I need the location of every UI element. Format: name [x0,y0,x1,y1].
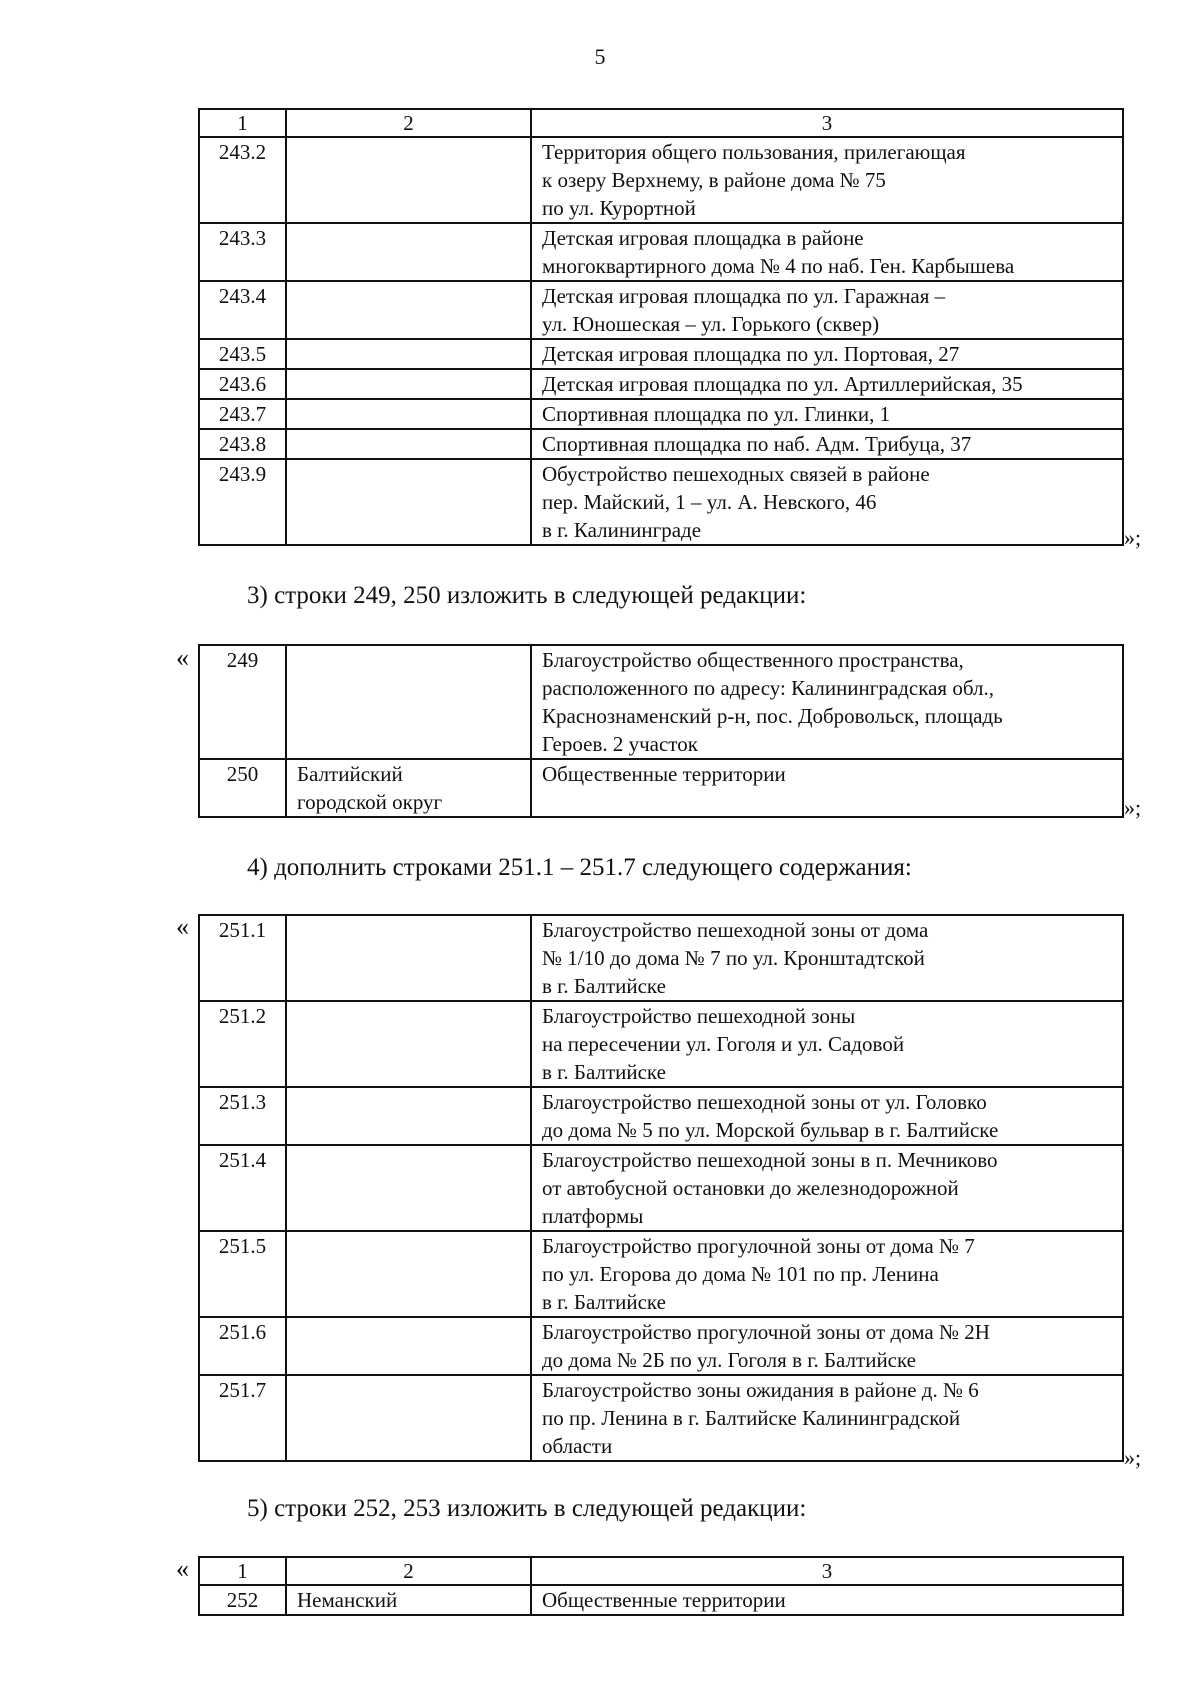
table-row [199,281,1123,339]
table-row [199,459,1123,545]
row-municipality [286,1087,531,1145]
row-number: 251.5 [199,1231,286,1317]
row-number: 243.8 [199,429,286,459]
row-description: Детская игровая площадка по ул. Портовая, 27 [531,339,1123,369]
row-municipality [286,369,531,399]
row-description: Благоустройство пешеходной зоны от дома № 1/10 до дома № 7 по ул. Кронштадтской в г. Балтийске [531,915,1123,1001]
row-number: 251.7 [199,1375,286,1461]
row-number: 251.2 [199,1001,286,1087]
row-number: 243.9 [199,459,286,545]
row-description: Благоустройство пешеходной зоны в п. Мечниково от автобусной остановки до железнодорожной платформы [531,1145,1123,1231]
row-municipality [286,1145,531,1231]
table-row [199,1317,1123,1375]
row-description: Детская игровая площадка в районе многоквартирного дома № 4 по наб. Ген. Карбышева [531,223,1123,281]
header-cell-2: 2 [286,109,531,137]
row-description: Детская игровая площадка по ул. Артиллерийская, 35 [531,369,1123,399]
row-description: Благоустройство пешеходной зоны на пересечении ул. Гоголя и ул. Садовой в г. Балтийске [531,1001,1123,1087]
row-number: 243.3 [199,223,286,281]
table-rows-249-250 [198,644,1124,818]
row-description: Общественные территории [531,759,1123,817]
section-4-heading: 4) дополнить строками 251.1 – 251.7 следующего содержания: [247,854,912,881]
table-row [199,1231,1123,1317]
closing-quote-mark: »; [1124,1445,1142,1470]
header-cell-2: 2 [286,1557,531,1585]
table-rows-252-253 [198,1556,1124,1616]
row-municipality [286,1001,531,1087]
header-cell-1: 1 [199,1557,286,1585]
row-number: 251.3 [199,1087,286,1145]
row-municipality [286,1317,531,1375]
table-row [199,137,1123,223]
row-number: 251.4 [199,1145,286,1231]
table-row [199,399,1123,429]
row-number: 250 [199,759,286,817]
row-number: 251.1 [199,915,286,1001]
header-cell-3: 3 [531,1557,1123,1585]
table-rows-243 [198,108,1124,546]
row-municipality [286,399,531,429]
row-number: 243.2 [199,137,286,223]
row-number: 243.7 [199,399,286,429]
header-cell-3: 3 [531,109,1123,137]
section-3-heading: 3) строки 249, 250 изложить в следующей редакции: [247,582,807,609]
table-row [199,1585,1123,1615]
row-municipality [286,645,531,759]
section-5-heading: 5) строки 252, 253 изложить в следующей редакции: [247,1495,807,1522]
table-row [199,1145,1123,1231]
row-description: Спортивная площадка по ул. Глинки, 1 [531,399,1123,429]
row-municipality [286,137,531,223]
row-municipality [286,223,531,281]
table-row [199,915,1123,1001]
table-row [199,1001,1123,1087]
table-row [199,429,1123,459]
row-municipality [286,429,531,459]
row-description: Территория общего пользования, прилегающая к озеру Верхнему, в районе дома № 75 по ул. Курортной [531,137,1123,223]
closing-quote-mark: »; [1124,795,1142,820]
row-number: 243.5 [199,339,286,369]
table-row [199,339,1123,369]
row-description: Благоустройство прогулочной зоны от дома № 2Н до дома № 2Б по ул. Гоголя в г. Балтийске [531,1317,1123,1375]
row-municipality [286,281,531,339]
row-description: Детская игровая площадка по ул. Гаражная – ул. Юношеская – ул. Горького (сквер) [531,281,1123,339]
page-number: 5 [594,44,606,69]
row-description: Благоустройство общественного пространства, расположенного по адресу: Калининградская обл., Краснознаменский р-н, пос. Добровольск, площадь Героев. 2 участок [531,645,1123,759]
table-rows-251 [198,914,1124,1462]
closing-quote-mark: »; [1124,525,1142,550]
row-number: 252 [199,1585,286,1615]
row-description: Благоустройство зоны ожидания в районе д. № 6 по пр. Ленина в г. Балтийске Калининградской области [531,1375,1123,1461]
table-row [199,1375,1123,1461]
row-description: Благоустройство прогулочной зоны от дома № 7 по ул. Егорова до дома № 101 по пр. Ленина в г. Балтийске [531,1231,1123,1317]
row-number: 243.4 [199,281,286,339]
table-row [199,645,1123,759]
opening-quote-mark: « [176,912,189,941]
row-municipality [286,339,531,369]
row-description: Благоустройство пешеходной зоны от ул. Головко до дома № 5 по ул. Морской бульвар в г. Балтийске [531,1087,1123,1145]
header-cell-1: 1 [199,109,286,137]
row-municipality [286,1375,531,1461]
row-description: Общественные территории [531,1585,1123,1615]
row-municipality [286,1231,531,1317]
row-number: 249 [199,645,286,759]
row-description: Обустройство пешеходных связей в районе пер. Майский, 1 – ул. А. Невского, 46 в г. Калининграде [531,459,1123,545]
row-number: 243.6 [199,369,286,399]
row-municipality [286,459,531,545]
row-number: 251.6 [199,1317,286,1375]
table-row [199,759,1123,817]
row-description: Спортивная площадка по наб. Адм. Трибуца, 37 [531,429,1123,459]
table-row [199,369,1123,399]
opening-quote-mark: « [176,1554,189,1583]
row-municipality: Неманский [286,1585,531,1615]
table-header-row [199,1557,1123,1585]
opening-quote-mark: « [176,643,189,672]
table-row [199,1087,1123,1145]
row-municipality: Балтийский городской округ [286,759,531,817]
table-header-row [199,109,1123,137]
table-row [199,223,1123,281]
row-municipality [286,915,531,1001]
